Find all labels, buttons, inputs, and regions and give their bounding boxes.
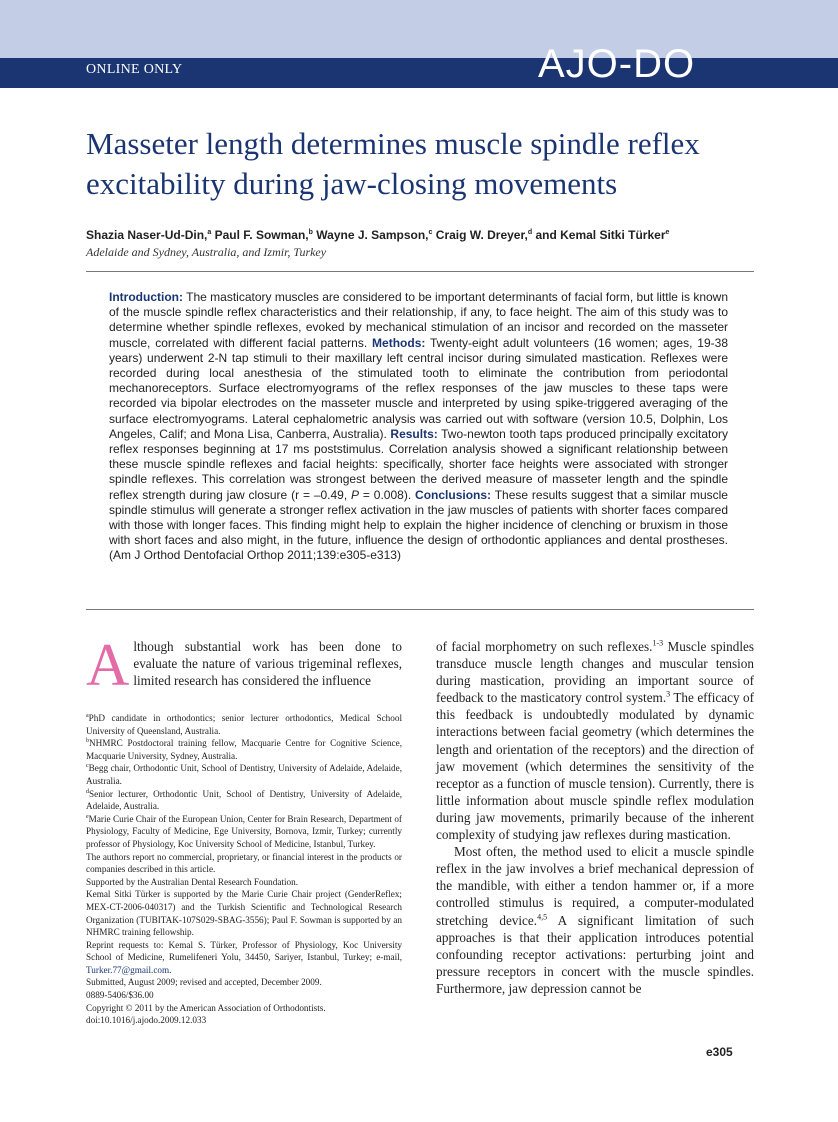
abstract-methods-heading: Methods: <box>372 335 426 350</box>
abstract <box>109 290 728 564</box>
author-list <box>86 228 766 242</box>
footnote-e: $^e$Marie Curie Chair of the European Union, Center for Brain Research, Department of Physiology, Faculty of Medicine, Ege University, Bornova, Izmir, Turkey; currently professor of Physiology, Koc University School of Medicine, Istanbul, Turkey. <box>86 813 402 849</box>
author-name: and Kemal Sitki Türker <box>535 228 666 242</box>
abstract-introduction-heading: Introduction: <box>109 290 183 304</box>
author-mark: a <box>207 229 212 236</box>
abstract-introduction: The masticatory muscles are considered to be important determinants of facial form, but little is known of the muscle spindle reflex characteristics and their relationship, if any, to face height. The aim of this study was to determine whether spindle reflexes, evoked by mechanical stimulation of an incisor and recorded on the masseter muscle, correlated with different facial patterns. <box>109 290 728 350</box>
affiliation: Adelaide and Sydney, Australia, and Izmir, Turkey <box>86 245 327 259</box>
author-name: Wayne J. Sampson, <box>316 228 429 242</box>
email-link[interactable]: Turker.77@gmail.com <box>86 964 170 975</box>
author-mark: d <box>527 229 533 236</box>
citation: 1-3 <box>652 638 664 648</box>
footnote-support: Supported by the Australian Dental Research Foundation. <box>86 876 299 887</box>
article-title: Masseter length determines muscle spindle reflex excitability during jaw-closing movements <box>86 126 700 201</box>
author-name: Craig W. Dreyer, <box>435 228 528 242</box>
footnote-submitted: Submitted, August 2009; revised and accepted, December 2009. <box>86 977 322 988</box>
abstract-conclusions: These results suggest that a similar muscle spindle stimulus will generate a stronger reflex activation in the jaw muscles of patients with shorter faces compared with those with longer faces. This finding might help to explain the higher incidence of clenching or bruxism in those with short faces and also might, in the future, influence the design of orthodontic appliances and dental prostheses. (Am J Orthod Dentofacial Orthop 2011;139:e305-e313) <box>109 487 728 563</box>
abstract-methods: Twenty-eight adult volunteers (16 women; ages, 19-38 years) underwent 2-N tap stimuli to their maxillary left central incisor during simulated mastication. Reflexes were recorded during local anesthesia of the stimulated tooth to eliminate the contribution from periodontal mechanoreceptors. Surface electromyograms of the reflex responses of the jaw muscles to these taps were recorded via bipolar electrodes on the masseter muscle and interpreted by using spike-triggered averaging of the surface electromyograms. Lateral cephalometric analysis was carried out with software (version 10.5, Dolphin, Los Angeles, Calif; and Mona Lisa, Canberra, Australia). <box>109 335 728 441</box>
footnote-doi: doi:10.1016/j.ajodo.2009.12.033 <box>86 1015 207 1026</box>
citation: 4,5 <box>537 912 548 922</box>
header-top-band <box>0 0 838 58</box>
section-label: ONLINE ONLY <box>86 62 183 77</box>
footnote-turker-support: Kemal Sitki Türker is supported by the Marie Curie Chair project (GenderReflex; MEX-CT-2006-040317) and the Turkish Scientific and Technological Research Organization (TUBITAK-107S029-SBAG-3556); Paul F. Sowman is supported by an NHMRC training fellowship. <box>86 889 402 938</box>
footnotes <box>86 712 402 1027</box>
author-mark: b <box>308 229 313 236</box>
abstract-results-heading: Results: <box>390 426 438 441</box>
author-mark: c <box>428 229 433 236</box>
footnote-d: $^d$Senior lecturer, Orthodontic Unit, School of Dentistry, University of Adelaide, Adelaide, Australia. <box>86 788 402 812</box>
footnote-copyright: Copyright © 2011 by the American Association of Orthodontists. <box>86 1002 326 1013</box>
abstract-results-end: = 0.008). <box>359 487 416 502</box>
intro-paragraph <box>86 632 402 698</box>
footnote-interest: The authors report no commercial, proprietary, or financial interest in the products or companies described in this article. <box>86 851 402 875</box>
abstract-top-rule <box>86 271 754 272</box>
body-paragraph-2: Most often, the method used to elicit a muscle spindle reflex in the jaw involves a brief mechanical depression of the mandible, with either a tendon hammer or, if a more controlled stimulus is required, a computer-modulated stretching device.$^{4,5}$ A significant limitation of such approaches is that their application introduces potential confounding receptor activations: perturbing joint and pressure receptors in concert with the muscle spindles. Furthermore, jaw depression cannot be <box>436 844 754 996</box>
footnote-c: $^c$Begg chair, Orthodontic Unit, School of Dentistry, University of Adelaide, Adelaide, Australia. <box>86 763 402 786</box>
abstract-p-symbol: P <box>351 487 360 502</box>
abstract-results: Two-newton tooth taps produced principally excitatory reflex responses beginning at 17 ms poststimulus. Correlation analysis showed a significant relationship between these muscle spindle reflexes and facial heights: specifically, shorter face heights were associated with stronger spindle reflexes. This correlation was strongest between the derived measure of masseter length and the spindle reflex strength during jaw closure (r = –0.49, <box>109 426 728 502</box>
citation: 3 <box>666 689 671 699</box>
page-number: e305 <box>706 1045 733 1059</box>
footnote-b: $^b$NHMRC Postdoctoral training fellow, Macquarie Centre for Cognitive Science, Macquarie University, Sydney, Australia. <box>86 738 402 761</box>
right-column <box>436 638 754 997</box>
drop-cap: A <box>86 632 130 698</box>
abstract-conclusions-heading: Conclusions: <box>415 487 492 502</box>
body-paragraph-1: of facial morphometry on such reflexes.$^{1-3}$ Muscle spindles transduce muscle length changes and muscular tension during mastication, providing an important source of feedback to the masticatory control system.$^3$ The efficacy of this feedback is undoubtedly modulated by dynamic interactions between facial geometry (which determines the length and orientation of the receptors) and the direction of jaw movement (which determines the sensitivity of the receptor as a function of muscle tension). Currently, there is little information about muscle spindle reflex modulation during jaw movements, primarily because of the inherent complexity of studying jaw reflexes during mastication. <box>436 638 755 843</box>
footnote-reprint: Reprint requests to: Kemal S. Türker, Professor of Physiology, Koc University School of Medicine, Rumelifeneri Yolu, 34450, Sariyer, Istanbul, Turkey; e-mail, Turker.77@gmail.com. <box>86 939 402 975</box>
footnote-a: $^a$PhD candidate in orthodontics; senior lecturer orthodontics, Medical School University of Queensland, Australia. <box>86 712 402 736</box>
author-name: Paul F. Sowman, <box>214 228 309 242</box>
abstract-bottom-rule <box>86 609 754 610</box>
journal-logo: AJO-DO <box>538 42 696 86</box>
author-mark: e <box>665 229 670 236</box>
footnote-price: 0889-5406/$36.00 <box>86 990 154 1001</box>
intro-text: lthough substantial work has been done to evaluate the nature of various trigeminal reflexes, limited research has considered the influence <box>133 639 402 689</box>
left-column <box>86 632 402 698</box>
author-name: Shazia Naser-Ud-Din, <box>86 228 208 242</box>
